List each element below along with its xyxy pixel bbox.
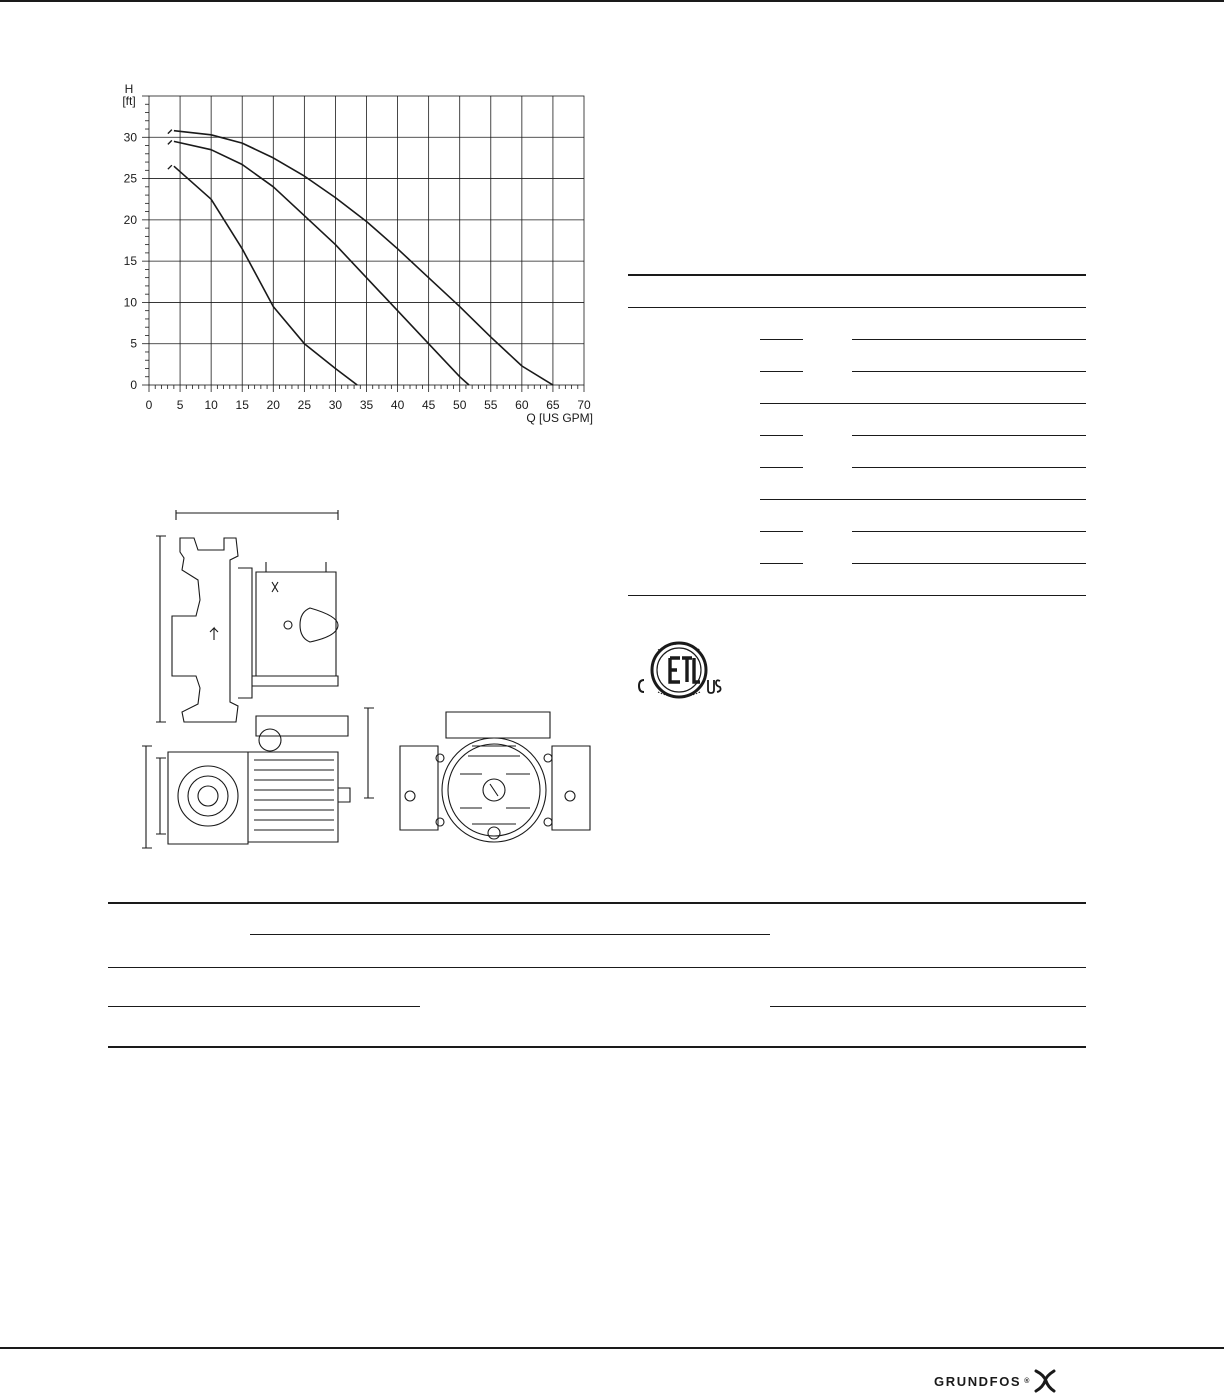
y-tick-label: 5 bbox=[130, 336, 137, 351]
spec-table bbox=[628, 274, 1086, 596]
y-tick-label: 25 bbox=[123, 171, 137, 186]
x-tick-label: 70 bbox=[577, 398, 591, 412]
curve-start-mark bbox=[168, 140, 172, 144]
brand-name: GRUNDFOS bbox=[934, 1373, 1022, 1389]
table-rule-long bbox=[852, 339, 1086, 340]
pump-dimension-drawing-icon bbox=[138, 508, 598, 853]
table-rule-long bbox=[852, 531, 1086, 532]
x-tick-label: 25 bbox=[297, 398, 312, 412]
top-rule bbox=[0, 0, 1224, 2]
dims-rule-right bbox=[770, 1006, 1086, 1007]
table-rule-short bbox=[760, 467, 803, 468]
top-view-drawing bbox=[142, 708, 374, 848]
y-tick-label: 15 bbox=[123, 254, 137, 269]
front-view-drawing bbox=[400, 712, 590, 842]
table-rule-long bbox=[852, 563, 1086, 564]
grundfos-logo bbox=[934, 1368, 1056, 1394]
x-tick-label: 50 bbox=[453, 398, 467, 412]
etl-listed-mark-icon bbox=[636, 636, 722, 704]
y-tick-label: 10 bbox=[123, 295, 137, 310]
dims-rule-span bbox=[250, 934, 770, 935]
x-tick-label: 65 bbox=[546, 398, 560, 412]
x-tick-label: 40 bbox=[390, 398, 405, 412]
table-rule-bottom bbox=[628, 595, 1086, 596]
grundfos-x-icon bbox=[1034, 1369, 1056, 1393]
table-rule-long bbox=[852, 467, 1086, 468]
table-rule-group bbox=[760, 403, 1086, 404]
y-axis-label: H bbox=[124, 82, 134, 96]
y-tick-label: 30 bbox=[123, 130, 137, 145]
table-rule bbox=[628, 307, 1086, 308]
table-rule-group bbox=[760, 499, 1086, 500]
x-tick-label: 35 bbox=[359, 398, 374, 412]
x-tick-label: 60 bbox=[515, 398, 529, 412]
side-view-drawing bbox=[156, 510, 338, 722]
dims-rule-left bbox=[108, 1006, 420, 1007]
x-tick-label: 55 bbox=[484, 398, 498, 412]
y-tick-label: 0 bbox=[130, 378, 137, 392]
curve-start-mark bbox=[168, 130, 172, 134]
pump-curve-chart bbox=[110, 78, 610, 428]
bottom-rule bbox=[0, 1347, 1224, 1349]
dimensions-table bbox=[108, 902, 1086, 1048]
chart-grid bbox=[149, 96, 584, 385]
curve-line-3 bbox=[174, 131, 553, 385]
x-tick-label: 20 bbox=[266, 398, 280, 412]
dims-rule-bottom bbox=[108, 1046, 1086, 1048]
table-rule-long bbox=[852, 435, 1086, 436]
curve-start-mark bbox=[168, 165, 172, 169]
table-rule-long bbox=[852, 371, 1086, 372]
curve-line-1 bbox=[174, 166, 357, 385]
y-tick-label: 20 bbox=[123, 212, 137, 227]
y-axis-unit: [ft] bbox=[122, 94, 136, 108]
table-rule-top bbox=[628, 274, 1086, 276]
x-tick-label: 15 bbox=[235, 398, 249, 412]
x-tick-label: 30 bbox=[328, 398, 343, 412]
dims-rule bbox=[108, 967, 1086, 968]
table-rule-short bbox=[760, 435, 803, 436]
x-tick-label: 5 bbox=[176, 398, 184, 412]
x-tick-label: 45 bbox=[421, 398, 436, 412]
chart-series bbox=[168, 130, 553, 385]
x-axis-label: Q [US GPM] bbox=[526, 411, 593, 425]
registered-mark: ® bbox=[1024, 1377, 1031, 1385]
table-rule-short bbox=[760, 371, 803, 372]
dims-rule-top bbox=[108, 902, 1086, 904]
curve-line-2 bbox=[174, 141, 469, 385]
table-rule-short bbox=[760, 531, 803, 532]
table-rule-short bbox=[760, 563, 803, 564]
x-tick-label: 10 bbox=[204, 398, 218, 412]
x-tick-label: 0 bbox=[145, 398, 153, 412]
table-rule-short bbox=[760, 339, 803, 340]
